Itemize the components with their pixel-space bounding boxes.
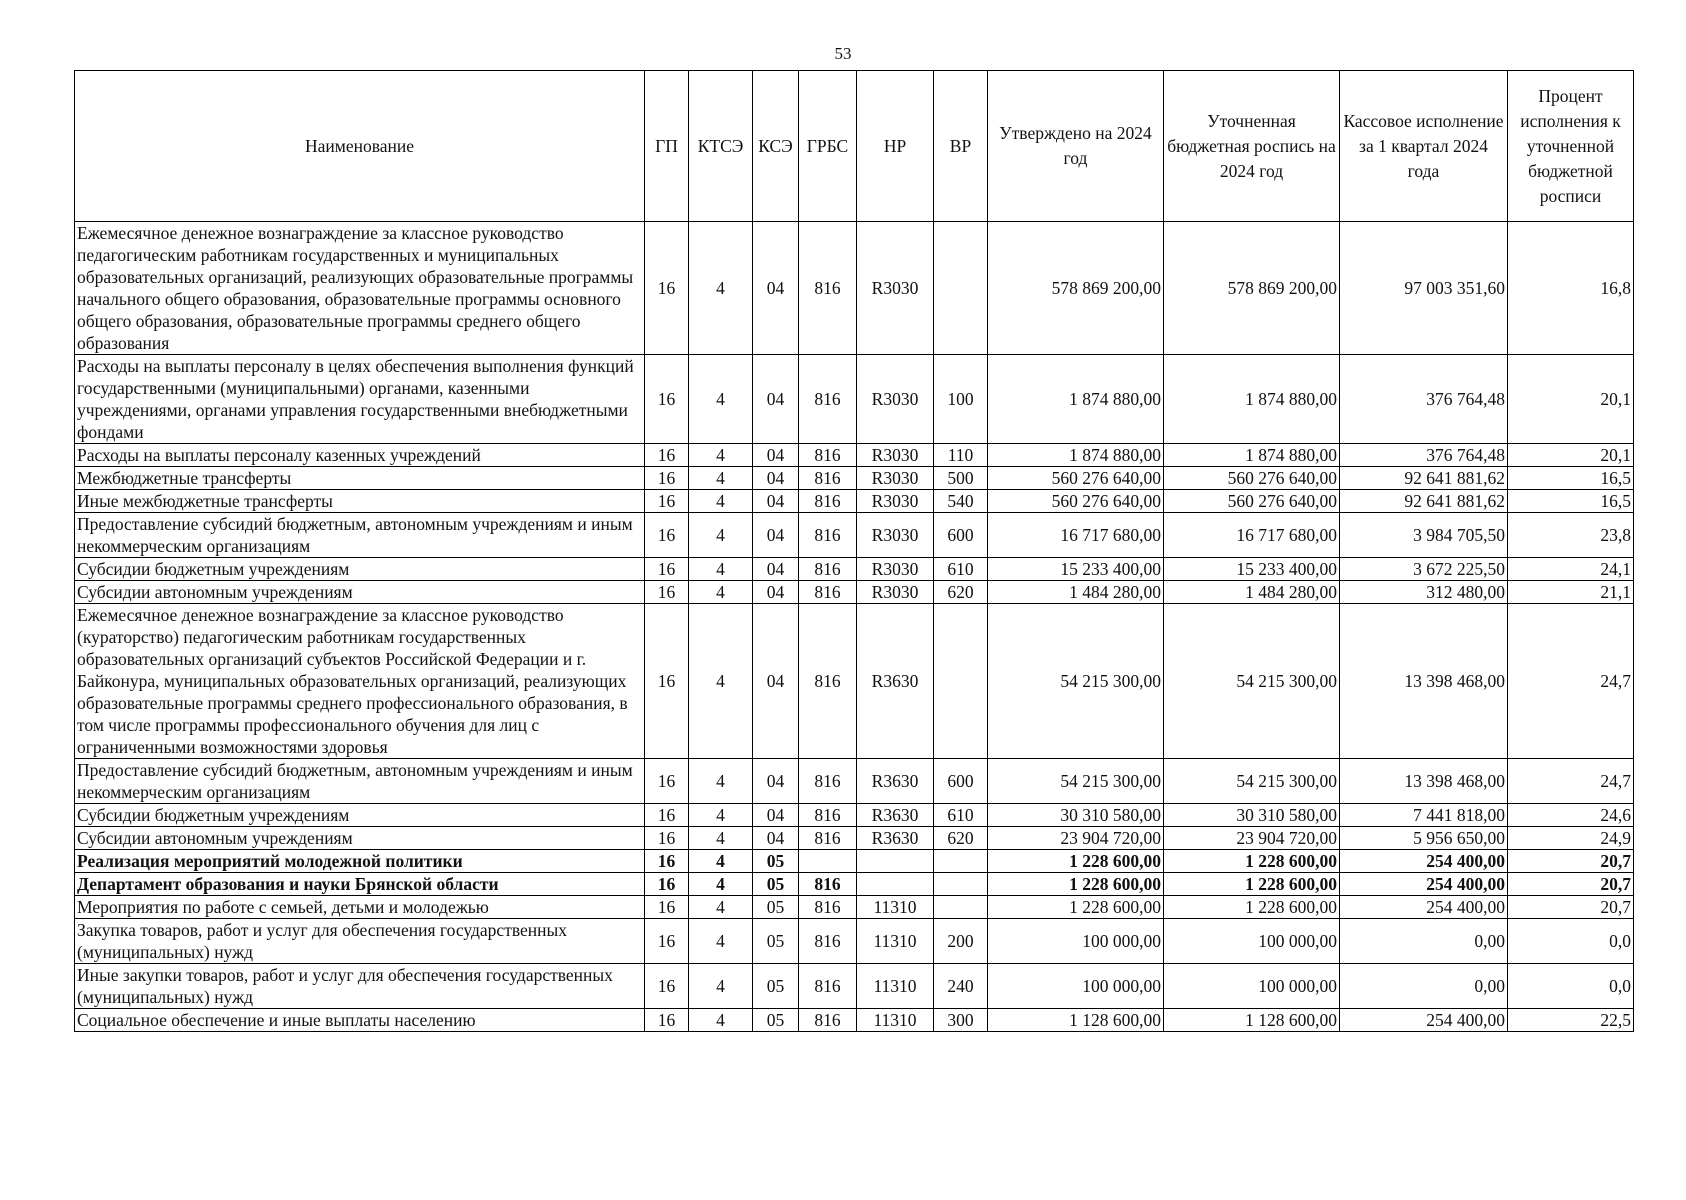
- cell-grbs: 816: [799, 222, 857, 355]
- cell-vr: [934, 896, 988, 919]
- cell-grbs: 816: [799, 513, 857, 558]
- cell-approved: 560 276 640,00: [988, 467, 1164, 490]
- cell-kse: 05: [753, 1009, 799, 1032]
- cell-vr: 620: [934, 827, 988, 850]
- cell-percent: 20,7: [1508, 873, 1634, 896]
- cell-cash: 92 641 881,62: [1340, 467, 1508, 490]
- cell-cash: 3 984 705,50: [1340, 513, 1508, 558]
- cell-vr: 600: [934, 759, 988, 804]
- cell-vr: 500: [934, 467, 988, 490]
- cell-gp: 16: [645, 467, 689, 490]
- table-row: [75, 896, 1634, 919]
- cell-ktse: 4: [689, 222, 753, 355]
- cell-kse: 04: [753, 759, 799, 804]
- cell-percent: 0,0: [1508, 919, 1634, 964]
- cell-percent: 24,7: [1508, 759, 1634, 804]
- cell-gp: 16: [645, 804, 689, 827]
- table-row: [75, 850, 1634, 873]
- cell-nr: R3030: [857, 222, 934, 355]
- cell-grbs: 816: [799, 581, 857, 604]
- cell-vr: 300: [934, 1009, 988, 1032]
- cell-grbs: 816: [799, 873, 857, 896]
- cell-refined: 15 233 400,00: [1164, 558, 1340, 581]
- cell-nr: R3630: [857, 759, 934, 804]
- cell-ktse: 4: [689, 513, 753, 558]
- cell-vr: 240: [934, 964, 988, 1009]
- table-row: [75, 1009, 1634, 1032]
- cell-name: Субсидии автономным учреждениям: [75, 827, 645, 850]
- cell-name: Иные межбюджетные трансферты: [75, 490, 645, 513]
- cell-percent: 16,8: [1508, 222, 1634, 355]
- cell-grbs: 816: [799, 1009, 857, 1032]
- cell-approved: 1 128 600,00: [988, 1009, 1164, 1032]
- cell-name: Социальное обеспечение и иные выплаты населению: [75, 1009, 645, 1032]
- cell-refined: 560 276 640,00: [1164, 490, 1340, 513]
- cell-kse: 04: [753, 604, 799, 759]
- cell-cash: 254 400,00: [1340, 873, 1508, 896]
- cell-refined: 100 000,00: [1164, 964, 1340, 1009]
- cell-refined: 100 000,00: [1164, 919, 1340, 964]
- cell-ktse: 4: [689, 896, 753, 919]
- cell-cash: 254 400,00: [1340, 1009, 1508, 1032]
- cell-percent: 16,5: [1508, 490, 1634, 513]
- cell-name: Реализация мероприятий молодежной политики: [75, 850, 645, 873]
- cell-kse: 05: [753, 919, 799, 964]
- cell-ktse: 4: [689, 490, 753, 513]
- cell-approved: 578 869 200,00: [988, 222, 1164, 355]
- cell-cash: 3 672 225,50: [1340, 558, 1508, 581]
- cell-name: Расходы на выплаты персоналу в целях обеспечения выполнения функций государственными (муниципальными) органами, казенными учреждениями, органами управления государственными внебюджетными фондами: [75, 355, 645, 444]
- cell-ktse: 4: [689, 827, 753, 850]
- cell-kse: 04: [753, 827, 799, 850]
- cell-grbs: 816: [799, 467, 857, 490]
- cell-nr: R3630: [857, 804, 934, 827]
- header-kse: КСЭ: [753, 71, 799, 222]
- cell-vr: [934, 222, 988, 355]
- cell-gp: 16: [645, 581, 689, 604]
- cell-name: Ежемесячное денежное вознаграждение за классное руководство (кураторство) педагогическим работникам государственных образовательных организаций субъектов Российской Федерации и г. Байконура, муниципальных образовательных организаций, реализующих образовательные программы среднего профессионального образования, в том числе программы профессионального обучения для лиц с ограниченными возможностями здоровья: [75, 604, 645, 759]
- cell-vr: 200: [934, 919, 988, 964]
- cell-vr: 600: [934, 513, 988, 558]
- table-row: [75, 604, 1634, 759]
- cell-cash: 254 400,00: [1340, 896, 1508, 919]
- cell-refined: 1 874 880,00: [1164, 355, 1340, 444]
- cell-gp: 16: [645, 873, 689, 896]
- table-row: [75, 581, 1634, 604]
- table-row: [75, 222, 1634, 355]
- cell-percent: 20,7: [1508, 850, 1634, 873]
- cell-name: Субсидии бюджетным учреждениям: [75, 804, 645, 827]
- cell-grbs: 816: [799, 604, 857, 759]
- cell-name: Иные закупки товаров, работ и услуг для обеспечения государственных (муниципальных) нужд: [75, 964, 645, 1009]
- cell-nr: R3030: [857, 444, 934, 467]
- cell-vr: [934, 850, 988, 873]
- cell-approved: 16 717 680,00: [988, 513, 1164, 558]
- cell-nr: R3030: [857, 513, 934, 558]
- cell-ktse: 4: [689, 355, 753, 444]
- cell-approved: 1 228 600,00: [988, 873, 1164, 896]
- cell-cash: 0,00: [1340, 964, 1508, 1009]
- cell-kse: 04: [753, 222, 799, 355]
- cell-percent: 22,5: [1508, 1009, 1634, 1032]
- cell-ktse: 4: [689, 444, 753, 467]
- table-row: [75, 827, 1634, 850]
- cell-nr: R3030: [857, 467, 934, 490]
- cell-ktse: 4: [689, 581, 753, 604]
- cell-nr: [857, 850, 934, 873]
- cell-vr: [934, 873, 988, 896]
- cell-name: Мероприятия по работе с семьей, детьми и молодежью: [75, 896, 645, 919]
- cell-approved: 1 874 880,00: [988, 355, 1164, 444]
- cell-cash: 376 764,48: [1340, 444, 1508, 467]
- cell-refined: 54 215 300,00: [1164, 759, 1340, 804]
- cell-grbs: 816: [799, 896, 857, 919]
- cell-approved: 15 233 400,00: [988, 558, 1164, 581]
- cell-ktse: 4: [689, 804, 753, 827]
- header-gp: ГП: [645, 71, 689, 222]
- cell-approved: 54 215 300,00: [988, 604, 1164, 759]
- cell-kse: 05: [753, 896, 799, 919]
- table-header-row: [75, 71, 1634, 222]
- cell-gp: 16: [645, 355, 689, 444]
- budget-execution-table: [74, 70, 1634, 1032]
- header-refined: Уточненная бюджетная роспись на 2024 год: [1164, 71, 1340, 222]
- cell-kse: 04: [753, 490, 799, 513]
- cell-grbs: 816: [799, 558, 857, 581]
- cell-ktse: 4: [689, 850, 753, 873]
- cell-approved: 560 276 640,00: [988, 490, 1164, 513]
- table-row: [75, 490, 1634, 513]
- cell-gp: 16: [645, 222, 689, 355]
- cell-kse: 04: [753, 804, 799, 827]
- cell-vr: 110: [934, 444, 988, 467]
- cell-gp: 16: [645, 919, 689, 964]
- cell-cash: 376 764,48: [1340, 355, 1508, 444]
- cell-gp: 16: [645, 444, 689, 467]
- cell-name: Департамент образования и науки Брянской области: [75, 873, 645, 896]
- cell-percent: 23,8: [1508, 513, 1634, 558]
- cell-grbs: [799, 850, 857, 873]
- cell-ktse: 4: [689, 604, 753, 759]
- cell-grbs: 816: [799, 919, 857, 964]
- cell-grbs: 816: [799, 964, 857, 1009]
- cell-approved: 1 228 600,00: [988, 850, 1164, 873]
- cell-percent: 16,5: [1508, 467, 1634, 490]
- cell-gp: 16: [645, 604, 689, 759]
- cell-nr: 11310: [857, 964, 934, 1009]
- cell-ktse: 4: [689, 467, 753, 490]
- cell-percent: 20,1: [1508, 444, 1634, 467]
- cell-vr: 620: [934, 581, 988, 604]
- cell-percent: 20,1: [1508, 355, 1634, 444]
- header-name: Наименование: [75, 71, 645, 222]
- cell-percent: 21,1: [1508, 581, 1634, 604]
- cell-kse: 05: [753, 850, 799, 873]
- cell-percent: 20,7: [1508, 896, 1634, 919]
- table-row: [75, 873, 1634, 896]
- cell-grbs: 816: [799, 827, 857, 850]
- cell-name: Закупка товаров, работ и услуг для обеспечения государственных (муниципальных) нужд: [75, 919, 645, 964]
- cell-approved: 54 215 300,00: [988, 759, 1164, 804]
- header-ktse: КТСЭ: [689, 71, 753, 222]
- cell-percent: 0,0: [1508, 964, 1634, 1009]
- cell-gp: 16: [645, 896, 689, 919]
- cell-refined: 1 228 600,00: [1164, 896, 1340, 919]
- cell-nr: R3030: [857, 581, 934, 604]
- cell-nr: R3030: [857, 490, 934, 513]
- cell-name: Предоставление субсидий бюджетным, автономным учреждениям и иным некоммерческим организациям: [75, 759, 645, 804]
- cell-approved: 100 000,00: [988, 964, 1164, 1009]
- cell-name: Предоставление субсидий бюджетным, автономным учреждениям и иным некоммерческим организациям: [75, 513, 645, 558]
- cell-vr: 540: [934, 490, 988, 513]
- table-row: [75, 467, 1634, 490]
- table-row: [75, 444, 1634, 467]
- cell-gp: 16: [645, 1009, 689, 1032]
- header-cash: Кассовое исполнение за 1 квартал 2024 года: [1340, 71, 1508, 222]
- cell-name: Субсидии бюджетным учреждениям: [75, 558, 645, 581]
- cell-percent: 24,1: [1508, 558, 1634, 581]
- cell-gp: 16: [645, 759, 689, 804]
- cell-cash: 13 398 468,00: [1340, 604, 1508, 759]
- table-row: [75, 355, 1634, 444]
- table-row: [75, 513, 1634, 558]
- cell-refined: 54 215 300,00: [1164, 604, 1340, 759]
- cell-refined: 23 904 720,00: [1164, 827, 1340, 850]
- cell-refined: 1 484 280,00: [1164, 581, 1340, 604]
- cell-cash: 0,00: [1340, 919, 1508, 964]
- cell-ktse: 4: [689, 1009, 753, 1032]
- cell-grbs: 816: [799, 759, 857, 804]
- cell-kse: 05: [753, 964, 799, 1009]
- cell-nr: R3630: [857, 827, 934, 850]
- cell-kse: 04: [753, 355, 799, 444]
- cell-cash: 254 400,00: [1340, 850, 1508, 873]
- cell-refined: 1 128 600,00: [1164, 1009, 1340, 1032]
- header-percent: Процент исполнения к уточненной бюджетной росписи: [1508, 71, 1634, 222]
- cell-name: Межбюджетные трансферты: [75, 467, 645, 490]
- cell-nr: 11310: [857, 896, 934, 919]
- cell-gp: 16: [645, 490, 689, 513]
- cell-approved: 1 874 880,00: [988, 444, 1164, 467]
- cell-nr: 11310: [857, 1009, 934, 1032]
- cell-gp: 16: [645, 850, 689, 873]
- cell-vr: 610: [934, 804, 988, 827]
- header-grbs: ГРБС: [799, 71, 857, 222]
- cell-cash: 7 441 818,00: [1340, 804, 1508, 827]
- cell-kse: 04: [753, 581, 799, 604]
- table-row: [75, 964, 1634, 1009]
- cell-ktse: 4: [689, 964, 753, 1009]
- cell-nr: [857, 873, 934, 896]
- table-body: [75, 222, 1634, 1032]
- cell-grbs: 816: [799, 804, 857, 827]
- cell-cash: 5 956 650,00: [1340, 827, 1508, 850]
- page-number: 53: [834, 44, 852, 63]
- cell-approved: 1 228 600,00: [988, 896, 1164, 919]
- cell-vr: 610: [934, 558, 988, 581]
- cell-percent: 24,6: [1508, 804, 1634, 827]
- cell-refined: 1 228 600,00: [1164, 873, 1340, 896]
- cell-grbs: 816: [799, 490, 857, 513]
- cell-ktse: 4: [689, 558, 753, 581]
- cell-nr: R3630: [857, 604, 934, 759]
- cell-nr: R3030: [857, 558, 934, 581]
- cell-gp: 16: [645, 513, 689, 558]
- cell-kse: 04: [753, 444, 799, 467]
- cell-name: Ежемесячное денежное вознаграждение за классное руководство педагогическим работникам государственных и муниципальных образовательных организаций, реализующих образовательные программы начального общего образования, образовательные программы основного общего образования, образовательные программы среднего общего образования: [75, 222, 645, 355]
- cell-vr: [934, 604, 988, 759]
- cell-gp: 16: [645, 827, 689, 850]
- cell-name: Субсидии автономным учреждениям: [75, 581, 645, 604]
- cell-refined: 16 717 680,00: [1164, 513, 1340, 558]
- cell-gp: 16: [645, 558, 689, 581]
- cell-gp: 16: [645, 964, 689, 1009]
- header-approved: Утверждено на 2024 год: [988, 71, 1164, 222]
- header-nr: НР: [857, 71, 934, 222]
- cell-cash: 13 398 468,00: [1340, 759, 1508, 804]
- cell-refined: 578 869 200,00: [1164, 222, 1340, 355]
- cell-kse: 04: [753, 467, 799, 490]
- cell-approved: 1 484 280,00: [988, 581, 1164, 604]
- cell-cash: 92 641 881,62: [1340, 490, 1508, 513]
- header-vr: ВР: [934, 71, 988, 222]
- cell-vr: 100: [934, 355, 988, 444]
- cell-kse: 04: [753, 558, 799, 581]
- cell-grbs: 816: [799, 355, 857, 444]
- cell-cash: 97 003 351,60: [1340, 222, 1508, 355]
- cell-percent: 24,9: [1508, 827, 1634, 850]
- cell-refined: 1 228 600,00: [1164, 850, 1340, 873]
- cell-refined: 30 310 580,00: [1164, 804, 1340, 827]
- table-row: [75, 919, 1634, 964]
- cell-grbs: 816: [799, 444, 857, 467]
- table-row: [75, 804, 1634, 827]
- cell-refined: 1 874 880,00: [1164, 444, 1340, 467]
- cell-kse: 04: [753, 513, 799, 558]
- cell-ktse: 4: [689, 873, 753, 896]
- cell-ktse: 4: [689, 759, 753, 804]
- cell-approved: 23 904 720,00: [988, 827, 1164, 850]
- cell-nr: R3030: [857, 355, 934, 444]
- cell-cash: 312 480,00: [1340, 581, 1508, 604]
- cell-name: Расходы на выплаты персоналу казенных учреждений: [75, 444, 645, 467]
- cell-kse: 05: [753, 873, 799, 896]
- table-row: [75, 558, 1634, 581]
- cell-approved: 30 310 580,00: [988, 804, 1164, 827]
- cell-ktse: 4: [689, 919, 753, 964]
- cell-percent: 24,7: [1508, 604, 1634, 759]
- table-row: [75, 759, 1634, 804]
- cell-refined: 560 276 640,00: [1164, 467, 1340, 490]
- cell-approved: 100 000,00: [988, 919, 1164, 964]
- cell-nr: 11310: [857, 919, 934, 964]
